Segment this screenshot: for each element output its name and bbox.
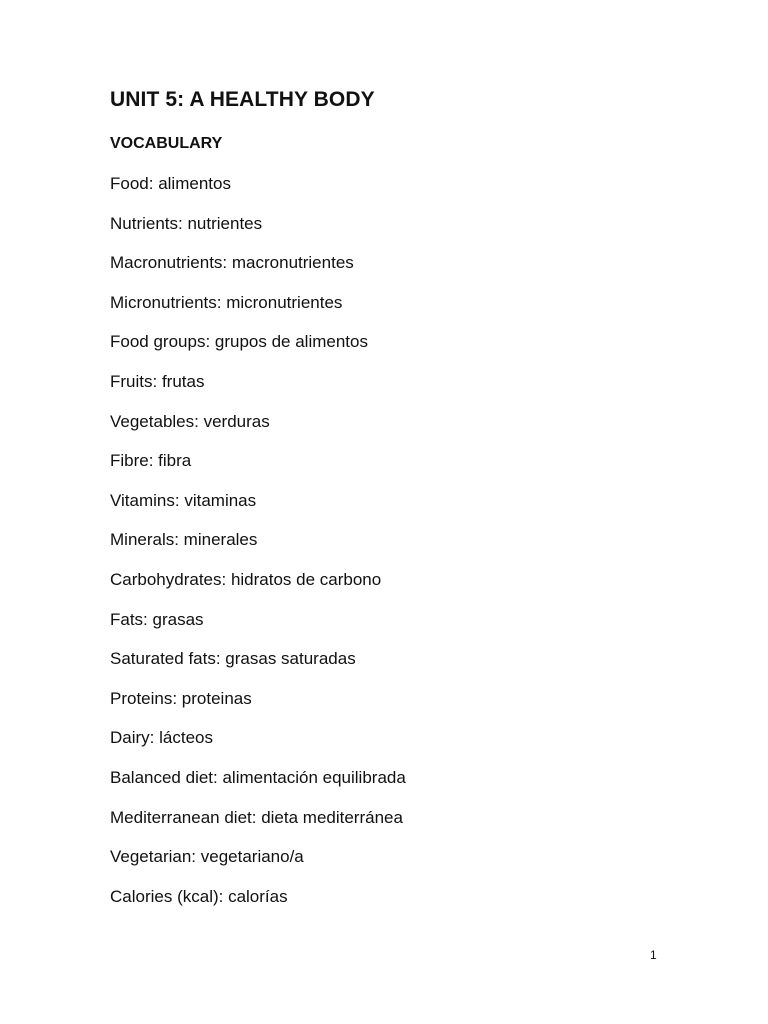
vocabulary-item: Macronutrients: macronutrientes (110, 253, 354, 273)
section-heading: VOCABULARY (110, 135, 223, 152)
vocabulary-item: Fruits: frutas (110, 371, 205, 391)
vocabulary-item: Vegetarian: vegetariano/a (110, 847, 304, 867)
vocabulary-item: Fats: grasas (110, 609, 204, 629)
page-number: 1 (650, 948, 657, 962)
vocabulary-item: Food: alimentos (110, 174, 231, 193)
vocabulary-item: Carbohydrates: hidratos de carbono (110, 569, 382, 589)
vocabulary-item: Minerals: minerales (110, 530, 258, 550)
vocabulary-item: Micronutrients: micronutrientes (110, 292, 343, 312)
vocabulary-item: Balanced diet: alimentación equilibrada (110, 767, 406, 787)
vocabulary-item: Fibre: fibra (110, 451, 192, 471)
vocabulary-item: Vegetables: verduras (110, 411, 270, 431)
vocabulary-item: Mediterranean diet: dieta mediterránea (110, 807, 403, 827)
vocabulary-item: Nutrients: nutrientes (110, 213, 263, 233)
vocabulary-list (110, 173, 406, 925)
vocabulary-item: Calories (kcal): calorías (110, 886, 288, 906)
vocabulary-item: Vitamins: vitaminas (110, 490, 257, 510)
vocabulary-item: Proteins: proteinas (110, 688, 252, 708)
page-title: UNIT 5: A HEALTHY BODY (110, 88, 375, 111)
vocabulary-item: Saturated fats: grasas saturadas (110, 649, 356, 669)
vocabulary-item: Dairy: lácteos (110, 728, 213, 748)
vocabulary-item: Food groups: grupos de alimentos (110, 332, 368, 352)
